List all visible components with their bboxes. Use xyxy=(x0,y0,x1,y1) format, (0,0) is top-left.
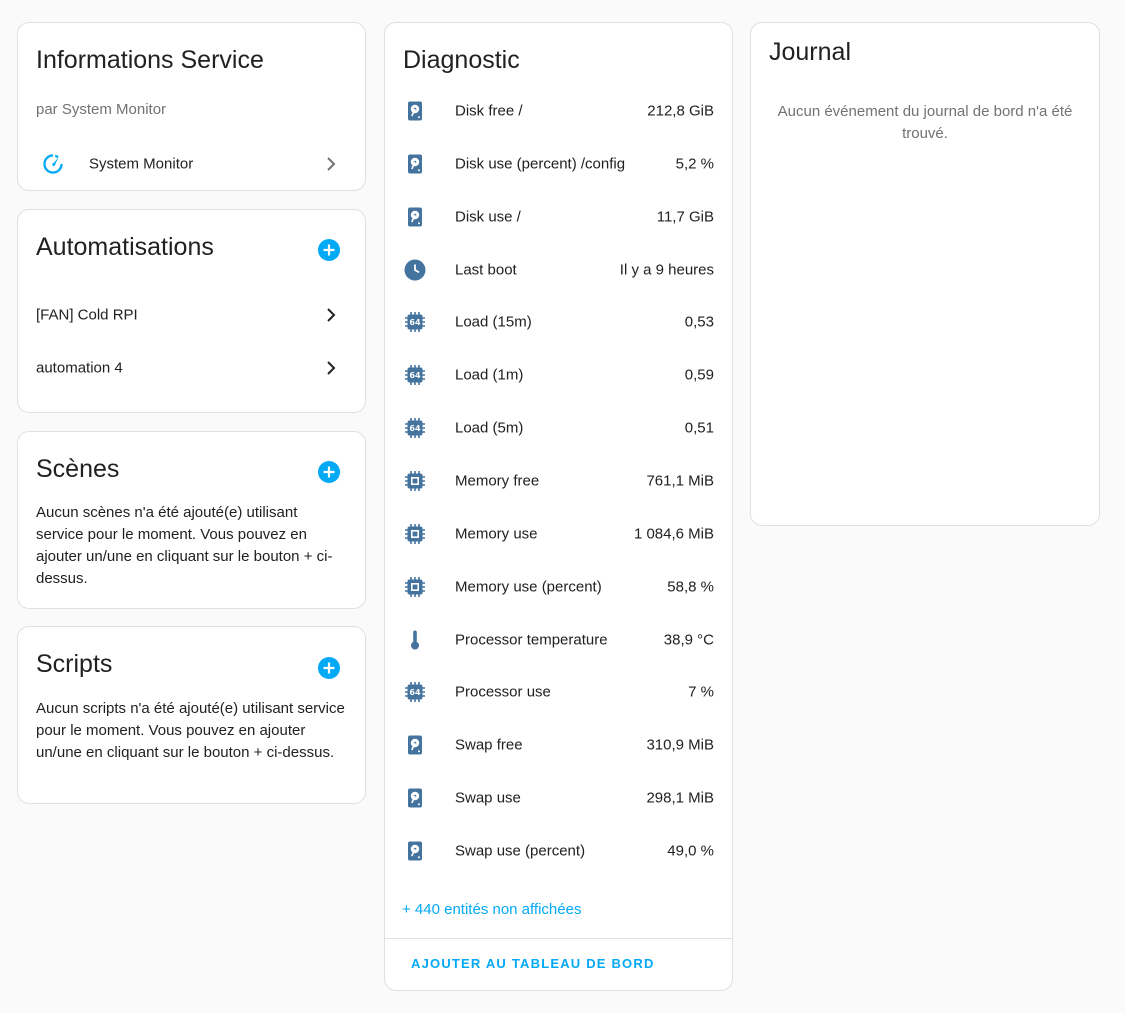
diagnostic-entity-value: 11,7 GiB xyxy=(656,208,714,226)
speedometer-icon xyxy=(40,151,66,177)
scripts-empty-text: Aucun scripts n'a été ajouté(e) utilisant service pour le moment. Vous pouvez en ajouter un/une en cliquant sur le bouton + ci-dessus. xyxy=(36,700,345,761)
diagnostic-entity-name: Load (1m) xyxy=(455,366,524,384)
cpu-64-icon xyxy=(403,363,427,387)
diagnostic-entity-name: Disk use / xyxy=(455,208,521,226)
automations-card xyxy=(17,209,366,413)
diagnostic-entity-value: 298,1 MiB xyxy=(646,789,714,807)
scripts-card xyxy=(17,626,366,804)
add-script-button[interactable] xyxy=(317,656,341,680)
scenes-card-title: Scènes xyxy=(36,455,120,483)
diagnostic-entity-value: 0,59 xyxy=(684,366,714,384)
diagnostic-entity-value: 49,0 % xyxy=(667,842,714,860)
svg-text:64: 64 xyxy=(409,318,421,328)
journal-card-title: Journal xyxy=(769,38,851,66)
svg-text:64: 64 xyxy=(409,688,421,698)
harddisk-icon xyxy=(403,733,427,757)
diagnostic-row[interactable] xyxy=(385,244,732,296)
journal-card xyxy=(750,22,1100,526)
diagnostic-row[interactable] xyxy=(385,561,732,613)
info-card-subtitle: par System Monitor xyxy=(36,101,167,118)
diagnostic-entity-name: Memory use xyxy=(455,525,538,543)
plus-circle-icon xyxy=(317,460,341,484)
card-divider xyxy=(385,938,732,939)
diagnostic-entity-value: 58,8 % xyxy=(667,578,714,596)
add-to-dashboard-button[interactable]: AJOUTER AU TABLEAU DE BORD xyxy=(411,956,655,971)
diagnostic-entity-value: 38,9 °C xyxy=(663,631,714,648)
diagnostic-entity-name: Memory free xyxy=(455,472,540,490)
diagnostic-row[interactable] xyxy=(385,455,732,507)
cpu-64-icon xyxy=(403,416,427,440)
diagnostic-entity-value: 212,8 GiB xyxy=(647,102,714,120)
info-card-title: Informations Service xyxy=(36,46,264,74)
harddisk-icon xyxy=(403,99,427,123)
memory-icon xyxy=(403,575,427,599)
diagnostic-entity-name: Processor use xyxy=(455,683,551,701)
diagnostic-row[interactable] xyxy=(385,296,732,348)
chevron-right-icon xyxy=(319,356,343,380)
scenes-card xyxy=(17,431,366,609)
memory-icon xyxy=(403,522,427,546)
diagnostic-row[interactable] xyxy=(385,772,732,824)
diagnostic-row[interactable] xyxy=(385,719,732,771)
diagnostic-card-title: Diagnostic xyxy=(403,46,520,74)
diagnostic-row[interactable] xyxy=(385,614,732,666)
cpu-64-icon xyxy=(403,680,427,704)
harddisk-icon xyxy=(403,786,427,810)
cpu-64-icon xyxy=(403,310,427,334)
info-card xyxy=(17,22,366,191)
add-scene-button[interactable] xyxy=(317,460,341,484)
automations-card-title: Automatisations xyxy=(36,233,214,261)
diagnostic-entity-name: Disk free / xyxy=(455,102,523,120)
diagnostic-entity-value: 0,51 xyxy=(684,419,714,437)
clock-icon xyxy=(403,258,427,282)
diagnostic-entity-name: Memory use (percent) xyxy=(455,578,602,596)
automation-item-label: [FAN] Cold RPI xyxy=(36,306,138,324)
diagnostic-entity-name: Swap use (percent) xyxy=(455,842,586,860)
diagnostic-entity-value: 1 084,6 MiB xyxy=(633,525,714,543)
integration-label: System Monitor xyxy=(89,155,194,173)
memory-icon xyxy=(403,469,427,493)
diagnostic-row[interactable] xyxy=(385,825,732,877)
diagnostic-entity-value: Il y a 9 heures xyxy=(619,261,714,279)
diagnostic-row[interactable] xyxy=(385,666,732,718)
diagnostic-row[interactable] xyxy=(385,402,732,454)
diagnostic-entity-value: 761,1 MiB xyxy=(646,472,714,490)
automation-item[interactable] xyxy=(18,342,365,394)
journal-empty-text: Aucun événement du journal de bord n'a été trouvé. xyxy=(777,103,1073,142)
diagnostic-row[interactable] xyxy=(385,508,732,560)
harddisk-icon xyxy=(403,152,427,176)
automation-item[interactable] xyxy=(18,289,365,341)
diagnostic-row[interactable] xyxy=(385,349,732,401)
diagnostic-row[interactable] xyxy=(385,138,732,190)
more-entities-link[interactable]: + 440 entités non affichées xyxy=(402,901,582,918)
diagnostic-row[interactable] xyxy=(385,85,732,137)
diagnostic-entity-name: Processor temperature xyxy=(455,631,608,648)
diagnostic-entity-name: Last boot xyxy=(455,261,517,279)
diagnostic-row[interactable] xyxy=(385,191,732,243)
diagnostic-entity-name: Load (15m) xyxy=(455,313,532,331)
diagnostic-entity-value: 7 % xyxy=(688,683,714,701)
diagnostic-entity-name: Disk use (percent) /config xyxy=(455,155,626,173)
diagnostic-card xyxy=(384,22,733,991)
add-automation-button[interactable] xyxy=(317,238,341,262)
svg-text:64: 64 xyxy=(409,424,421,434)
chevron-right-icon xyxy=(319,303,343,327)
diagnostic-entity-name: Load (5m) xyxy=(455,419,524,437)
automation-item-label: automation 4 xyxy=(36,359,123,377)
scripts-card-title: Scripts xyxy=(36,650,113,678)
harddisk-icon xyxy=(403,839,427,863)
scenes-empty-text: Aucun scènes n'a été ajouté(e) utilisant service pour le moment. Vous pouvez en ajouter un/une en cliquant sur le bouton + ci-dessus. xyxy=(36,504,333,587)
chevron-right-icon xyxy=(319,152,343,176)
plus-circle-icon xyxy=(317,656,341,680)
diagnostic-entity-value: 310,9 MiB xyxy=(646,736,714,754)
harddisk-icon xyxy=(403,205,427,229)
plus-circle-icon xyxy=(317,238,341,262)
diagnostic-entity-value: 0,53 xyxy=(684,313,714,331)
diagnostic-entity-name: Swap free xyxy=(455,736,523,754)
svg-text:64: 64 xyxy=(409,371,421,381)
integration-link-system-monitor[interactable] xyxy=(18,138,365,190)
diagnostic-entity-name: Swap use xyxy=(455,789,521,807)
diagnostic-entity-value: 5,2 % xyxy=(675,155,714,173)
thermometer-icon xyxy=(403,628,427,652)
